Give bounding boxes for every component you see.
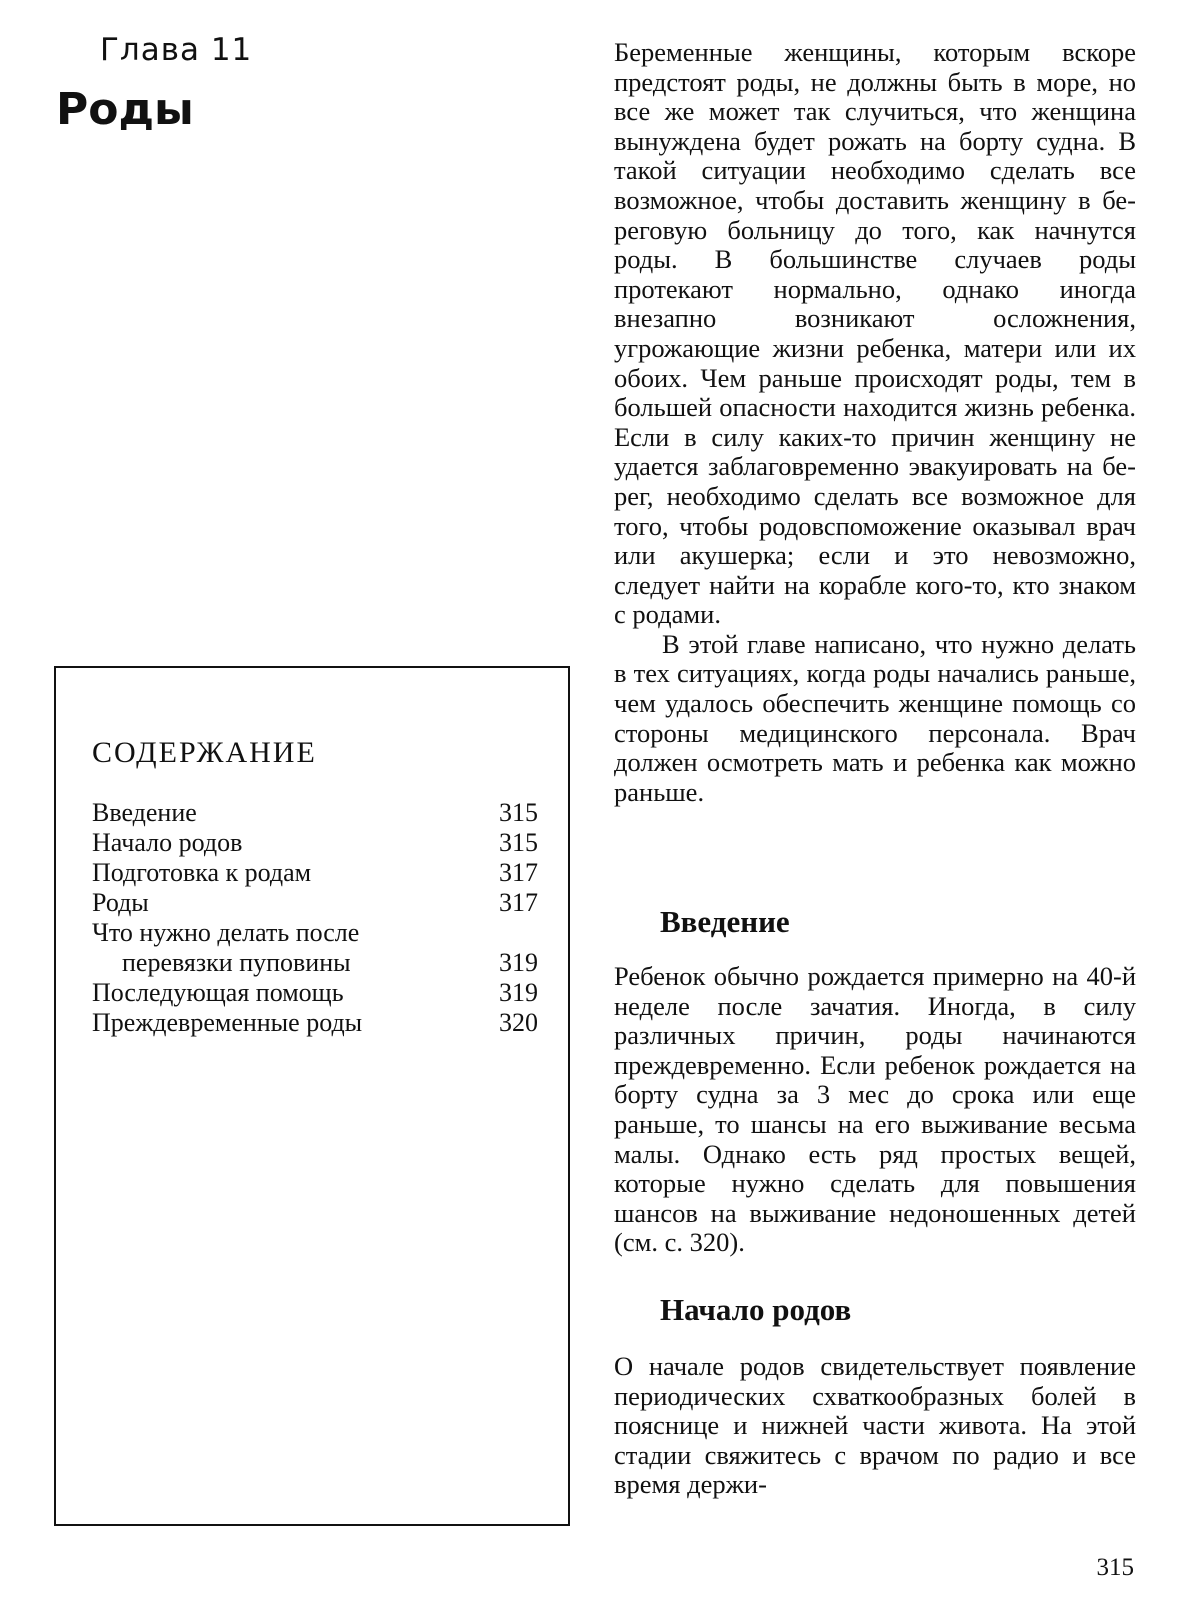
toc-item	[92, 828, 538, 858]
toc-item-title-line1: Что нужно делать после	[92, 918, 360, 947]
toc-item-title: Последующая помощь	[92, 978, 344, 1007]
chapter-title: Роды	[56, 84, 194, 135]
toc-item	[92, 798, 538, 828]
toc-item	[92, 918, 538, 978]
intro-paragraph-2: В этой главе написано, что нужно делать в тех ситуациях, когда роды начались раньше, чем удалось обеспечить женщине помощь со стороны медицинского персонала. Врач должен осмотреть мать и ребенка как можно раньше.	[614, 628, 1136, 807]
toc-item-page: 317	[499, 858, 538, 887]
toc-item	[92, 1008, 538, 1038]
toc-item-title: Роды	[92, 888, 149, 917]
toc-item-title: Введение	[92, 798, 197, 827]
toc-item-title	[92, 918, 490, 978]
toc-item-title: Начало родов	[92, 828, 243, 857]
toc-item-page: 315	[499, 828, 538, 857]
toc-heading: СОДЕРЖАНИЕ	[92, 736, 317, 769]
toc-item-page: 319	[499, 948, 538, 977]
toc-item-page: 317	[499, 888, 538, 917]
toc-item	[92, 888, 538, 918]
toc-box	[54, 666, 570, 1526]
toc-item	[92, 858, 538, 888]
toc-item-title: Преждевременные роды	[92, 1008, 363, 1037]
toc-item-page: 315	[499, 798, 538, 827]
toc-item-title: Подготовка к родам	[92, 858, 312, 887]
section-paragraph: О начале родов свидетельствует появление периодических схваткообразных болей в пояснице и нижней части живота. На этой стадии свяжитесь с врачом по радио и все время держи-	[614, 1351, 1136, 1500]
toc-item-title-line2: перевязки пуповины	[122, 948, 351, 977]
section-paragraph: Ребенок обычно рождается примерно на 40-й неделе после зачатия. Иногда, в силу различных причин, роды начинаются преждевременно. Если ребенок рождается на борту судна за 3 мес до срока или еще раньше, то шансы на его выживание весьма малы. Однако есть ряд простых вещей, которые нужно сделать для повышения шансов на выживание недоношенных детей (см. с. 320).	[614, 961, 1136, 1258]
intro-paragraph-1: Беременные женщины, которым вскоре предстоят роды, не должны быть в море, но все же может так случиться, что женщина вынуждена будет рожать на борту судна. В такой ситуации необходимо сделать все возможное, чтобы доставить женщину в береговую больницу до того, как начнутся роды. В большинстве случаев роды протекают нормально, однако иногда внезапно возникают осложнения, угрожающие жизни ребенка, матери или их обоих. Чем раньше происходят роды, тем в большей опасности находится жизнь ребенка. Если в силу каких-то причин женщину не удается заблаговременно эвакуировать на берег, необходимо сделать все возможное для того, чтобы родовспоможение оказывал врач или акушерка; если и это невозможно, следует найти на корабле кого-то, кто знаком с родами.	[614, 37, 1136, 630]
toc-item	[92, 978, 538, 1008]
section-heading-labor-onset: Начало родов	[660, 1292, 852, 1327]
toc-item-page: 320	[499, 1008, 538, 1037]
section-text-intro	[614, 962, 1136, 1258]
toc-list	[92, 798, 538, 1038]
page-number: 315	[1096, 1554, 1134, 1581]
toc-item-page: 319	[499, 978, 538, 1007]
chapter-label: Глава 11	[100, 32, 253, 68]
intro-text	[614, 38, 1136, 807]
section-text-labor-onset	[614, 1352, 1136, 1500]
section-heading-intro: Введение	[660, 904, 790, 939]
